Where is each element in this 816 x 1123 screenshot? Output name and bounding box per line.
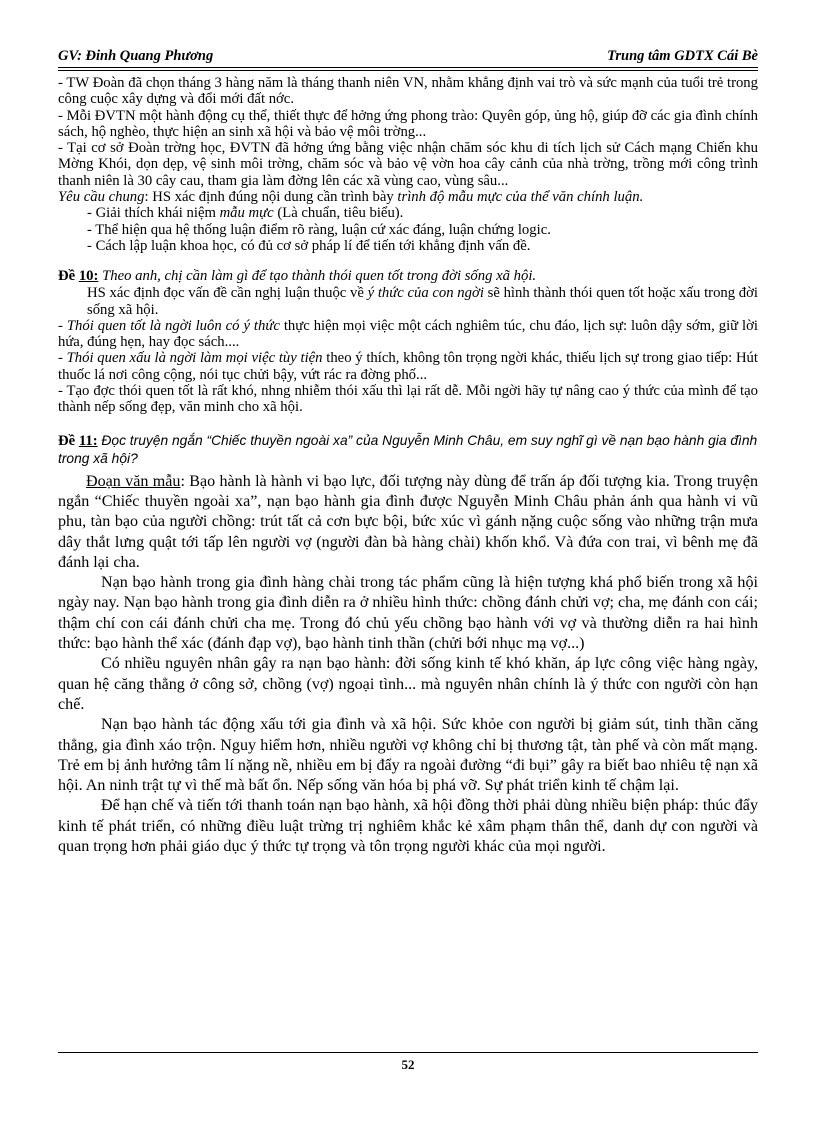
essay-paragraph: Để hạn chế và tiến tới thanh toán nạn bạo hành, xã hội đồng thời phải dùng nhiều biện pháp: thúc đẩy kinh tế phát triển, có những điều luật trừng trị nghiêm khắc kẻ xâm phạm thân thể, danh dự con người và quan trọng hơn phải giáo dục ý thức tự trọng và tôn trọng người khác của mọi người.	[58, 797, 758, 855]
paragraph: - Thói quen tốt là ngời luôn có ý thức thực hiện mọi việc một cách nghiêm túc, chu đáo, lịch sự: luôn dậy sớm, giữ lời hứa, đúng hẹn, hay đọc sách....	[58, 317, 758, 351]
page-number: 52	[401, 1057, 415, 1072]
header-rule	[58, 70, 758, 71]
bullet-item: - Giải thích khái niệm mẫu mực (Là chuẩn, tiêu biểu).	[87, 205, 404, 222]
bullet-item: - Thể hiện qua hệ thống luận điểm rõ ràng, luận cứ xác đáng, luận chứng logic.	[87, 221, 551, 238]
essay-paragraph: Nạn bạo hành tác động xấu tới gia đình và xã hội. Sức khỏe con người bị giảm sút, tinh thần căng thẳng, gia đình xáo trộn. Nguy hiểm hơn, nhiều người vợ không chỉ bị thương tật, tàn phế và còn mất mạng. Trẻ em bị ảnh hưởng tâm lí nặng nề, nhiều em bị đẩy ra ngoài đường “đi bụi” gây ra biết bao nhiêu tệ nạn xã hội. An ninh trật tự vì thế mà bất ổn. Nếp sống văn hóa bị phá vỡ. Sự phát triển kinh tế chậm lại.	[58, 716, 758, 795]
requirements-label: Yêu cầu chung	[58, 189, 145, 206]
essay-paragraph: Có nhiều nguyên nhân gây ra nạn bạo hành: đời sống kinh tế khó khăn, áp lực công việc hàng ngày, quan hệ căng thẳng ở công sở, chồng (vợ) ngoại tình... mà nguyên nhân chính là ý thức con người còn hạn chế.	[58, 655, 758, 713]
teacher-name: GV: Đinh Quang Phương	[58, 48, 214, 64]
content	[58, 75, 758, 857]
paragraph: - Tại cơ sở Đoàn trờng học, ĐVTN đã hởng ứng bằng việc nhận chăm sóc khu di tích lịch sử Cách mạng Chiến khu Mờng Khói, dọn dẹp, vệ sinh môi trờng, chăm sóc và bảo vệ vờn hoa cây cảnh của nhà trờng, trồng mới công trình thanh niên là 30 cây cau, tham gia làm đờng lên các xã vùng cao, vùng sâu...	[58, 140, 758, 189]
question-heading-11: Đề 11: Đọc truyện ngắn “Chiếc thuyền ngoài xa” của Nguyễn Minh Châu, em suy nghĩ gì về nạn bạo hành gia đình trong xã hội?	[58, 432, 758, 466]
essay-paragraph: Đoạn văn mẫu: Bạo hành là hành vi bạo lực, đối tượng này dùng để trấn áp đối tượng kia. Trong truyện ngắn “Chiếc thuyền ngoài xa”, nạn bạo hành gia đình được Nguyễn Minh Châu phản ánh qua hành vi vũ phu, tàn bạo của người chồng: trút tất cả cơn bực bội, bức xúc vì gánh nặng cuộc sống vào những trận mưa dây thắt lưng quật tới tấp lên người vợ (người đàn bà hàng chài) khốn khổ. Và đứa con trai, vì bênh mẹ đã đánh lại cha.	[58, 472, 759, 571]
requirements-paragraph: Yêu cầu chung: HS xác định đúng nội dung cần trình bày trình độ mẫu mực của thể văn chính luận.	[58, 189, 644, 206]
page-header	[58, 48, 758, 68]
paragraph: - TW Đoàn đã chọn tháng 3 hàng năm là tháng thanh niên VN, nhằm khẳng định vai trò và sức mạnh của tuổi trẻ trong công cuộc xây dựng và đổi mới đất nớc.	[58, 75, 758, 108]
sample-label: Đoạn văn mẫu	[86, 472, 181, 490]
bullet-item: - Cách lập luận khoa học, có đủ cơ sở pháp lí để tiến tới khẳng định vấn đề.	[87, 237, 531, 254]
paragraph: - Tạo đợc thói quen tốt là rất khó, nhng nhiễm thói xấu thì lại rất dễ. Mỗi ngời hãy tự nâng cao ý thức của mình để tạo thành nếp sống đẹp, văn minh cho xã hội.	[58, 383, 758, 416]
question-heading-10: Đề 10: Theo anh, chị cần làm gì để tạo thành thói quen tốt trong đời sống xã hội.	[58, 268, 537, 285]
paragraph: - Thói quen xấu là ngời làm mọi việc tùy tiện theo ý thích, không tôn trọng ngời khác, thiếu lịch sự trong giao tiếp: Hút thuốc lá nơi công cộng, nói tục chửi bậy, vứt rác ra đờng phố...	[58, 350, 758, 383]
paragraph: HS xác định đọc vấn đề cần nghị luận thuộc về ý thức của con ngời sẽ hình thành thói quen tốt hoặc xấu trong đời sống xã hội.	[87, 285, 758, 318]
document-page	[58, 48, 758, 857]
essay-paragraph: Nạn bạo hành trong gia đình hàng chài trong tác phẩm cũng là hiện tượng khá phổ biến trong xã hội ngày nay. Nạn bạo hành trong gia đình diễn ra ở nhiều hình thức: chồng đánh chửi vợ; cha, mẹ đánh con cái; thậm chí con cái đánh chửi cha mẹ. Trong đó chủ yếu chồng bạo hành với vợ và thường diễn ra hai hình thức: bạo hành thể xác (đánh đạp vợ), bạo hành tinh thần (chửi bới nhục mạ vợ...)	[58, 574, 758, 653]
page-footer	[58, 1052, 758, 1073]
footer-rule	[58, 1052, 758, 1053]
paragraph: - Mỗi ĐVTN một hành động cụ thể, thiết thực để hởng ứng phong trào: Quyên góp, ủng hộ, giúp đỡ các gia đình chính sách, hộ nghèo, thực hiện an sinh xã hội và bảo vệ môi trờng...	[58, 107, 758, 140]
center-name: Trung tâm GDTX Cái Bè	[607, 48, 758, 64]
